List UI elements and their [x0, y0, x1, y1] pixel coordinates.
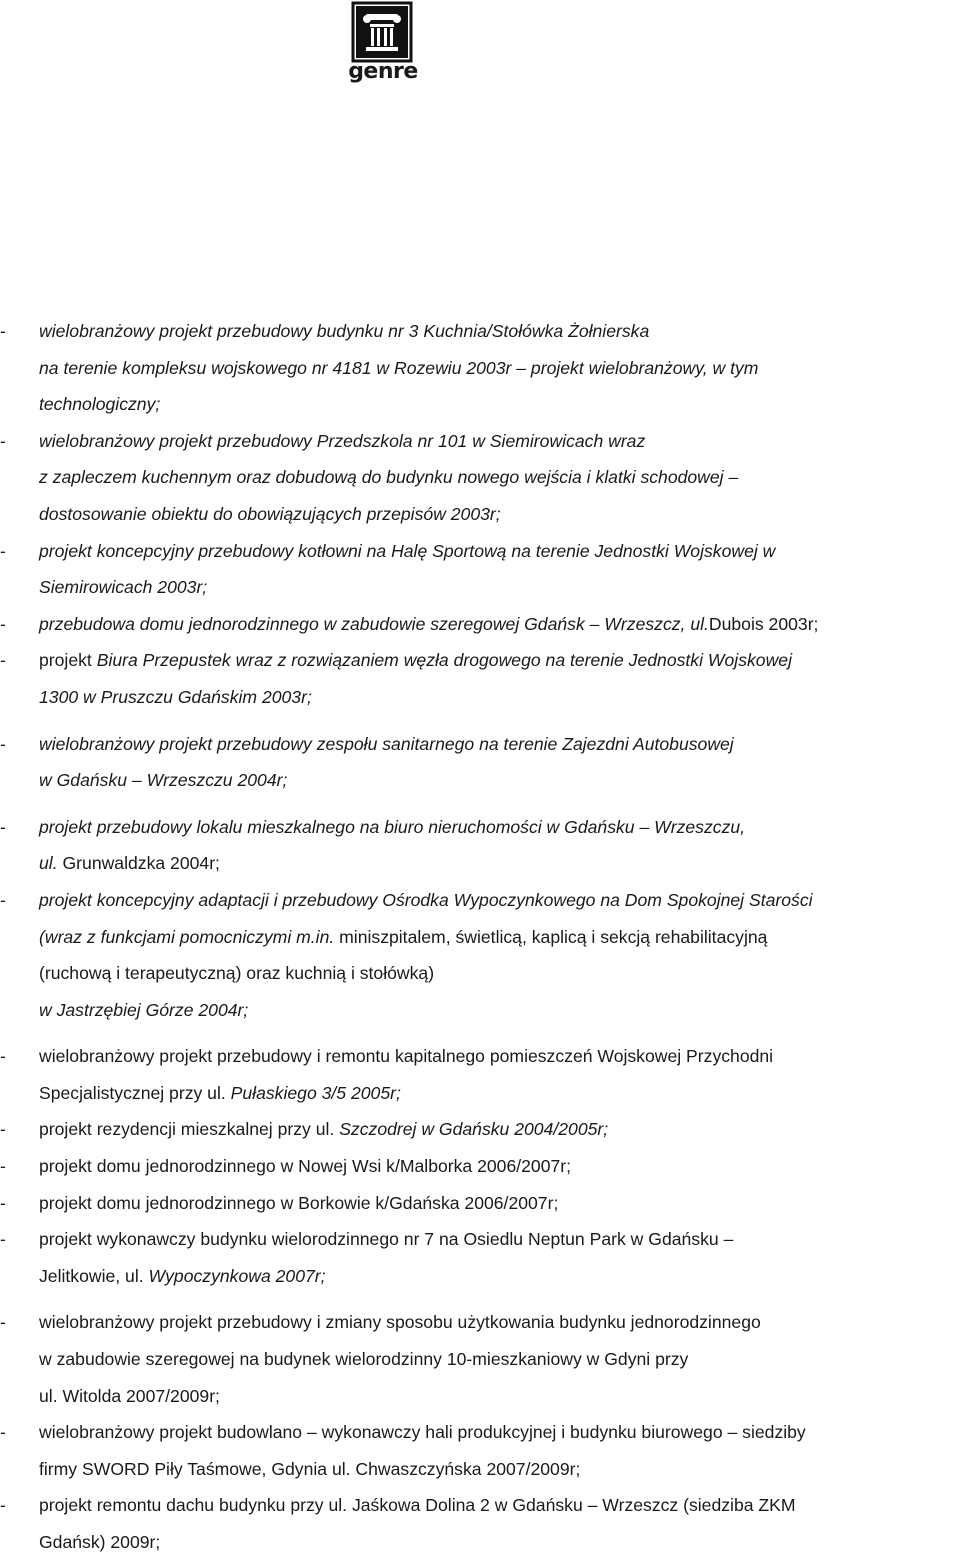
- item-text: projekt przebudowy lokalu mieszkalnego na biuro nieruchomości w Gdańsku – Wrzeszczu,: [39, 816, 746, 837]
- list-item: [0, 1038, 960, 1111]
- item-text: Wypoczynkowa 2007r;: [148, 1265, 326, 1286]
- bullet-dash: -: [0, 1495, 6, 1516]
- list-spacer: [0, 1028, 960, 1038]
- bullet-dash: -: [0, 1192, 6, 1213]
- item-line: [39, 882, 960, 919]
- bullet-dash: -: [0, 613, 6, 634]
- item-text: projekt koncepcyjny przebudowy kotłowni na Halę Sportową na terenie Jednostki Wojskowej w: [39, 540, 776, 561]
- item-text: projekt koncepcyjny adaptacji i przebudowy Ośrodka Wypoczynkowego na Dom Spokojnej Starości: [39, 889, 813, 910]
- item-line: [39, 955, 960, 992]
- item-text: projekt remontu dachu budynku przy ul. Jaśkowa Dolina 2 w Gdańsku – Wrzeszcz (siedziba ZKM: [39, 1495, 796, 1516]
- item-line: [39, 496, 960, 533]
- list-item: [0, 313, 960, 423]
- item-text: miniszpitalem, świetlicą, kaplicą i sekcją rehabilitacyjną: [339, 926, 768, 947]
- item-line: [39, 1487, 960, 1524]
- item-text: w Jastrzębiej Górze 2004r;: [39, 999, 249, 1020]
- bullet-dash: -: [0, 430, 6, 451]
- bullet-dash: -: [0, 1312, 6, 1333]
- item-text: ul. Witolda 2007/2009r;: [39, 1385, 220, 1406]
- item-text: (ruchową i terapeutyczną) oraz kuchnią i stołówką): [39, 963, 435, 984]
- list-item: [0, 423, 960, 533]
- item-text: Jelitkowie, ul.: [39, 1265, 149, 1286]
- item-line: [39, 350, 960, 387]
- item-text: Specjalistycznej przy ul.: [39, 1082, 231, 1103]
- item-text: na terenie kompleksu wojskowego nr 4181 w Rozewiu 2003r – projekt wielobranżowy, w tym: [39, 357, 759, 378]
- item-line: [39, 1111, 960, 1148]
- ionic-column-icon: [348, 0, 418, 66]
- list-spacer: [0, 799, 960, 809]
- item-text: projekt: [39, 650, 97, 671]
- item-line: [39, 1304, 960, 1341]
- bullet-dash: -: [0, 889, 6, 910]
- item-line: [39, 679, 960, 716]
- list-item: [0, 809, 960, 882]
- bullet-dash: -: [0, 1229, 6, 1250]
- item-line: [39, 1075, 960, 1112]
- bullet-dash: -: [0, 1119, 6, 1140]
- bullet-dash: -: [0, 321, 6, 341]
- item-line: [39, 919, 960, 956]
- item-text: ul.: [39, 853, 63, 874]
- bullet-dash: -: [0, 816, 6, 837]
- item-text: wielobranżowy projekt przebudowy Przedszkola nr 101 w Siemirowicach wraz: [39, 430, 646, 451]
- item-line: [39, 1524, 960, 1561]
- item-text: projekt wykonawczy budynku wielorodzinnego nr 7 na Osiedlu Neptun Park w Gdańsku –: [39, 1229, 734, 1250]
- item-line: [39, 992, 960, 1029]
- item-text: Dubois 2003r;: [708, 613, 819, 634]
- item-text: wielobranżowy projekt przebudowy budynku nr 3 Kuchnia/Stołówka Żołnierska: [39, 321, 650, 341]
- item-text: Pułaskiego 3/5 2005r;: [230, 1082, 401, 1103]
- item-text: (wraz z funkcjami pomocniczymi m.in.: [39, 926, 340, 947]
- list-item: [0, 1221, 960, 1294]
- item-line: [39, 1148, 960, 1185]
- item-line: [39, 1378, 960, 1415]
- item-line: [39, 1451, 960, 1488]
- item-line: [39, 762, 960, 799]
- item-text: projekt rezydencji mieszkalnej przy ul.: [39, 1119, 340, 1140]
- item-line: [39, 606, 960, 643]
- item-text: wielobranżowy projekt przebudowy i zmiany sposobu użytkowania budynku jednorodzinnego: [39, 1312, 761, 1333]
- list-item: [0, 1185, 960, 1222]
- bullet-dash: -: [0, 1156, 6, 1177]
- item-line: [39, 533, 960, 570]
- item-text: wielobranżowy projekt budowlano – wykonawczy hali produkcyjnej i budynku biurowego – siedziby: [39, 1422, 806, 1443]
- item-line: [39, 809, 960, 846]
- bullet-dash: -: [0, 540, 6, 561]
- list-item: [0, 1148, 960, 1185]
- project-list: [0, 313, 960, 1561]
- item-text: Grunwaldzka 2004r;: [62, 853, 220, 874]
- bullet-dash: -: [0, 1422, 6, 1443]
- item-line: [39, 569, 960, 606]
- list-spacer: [0, 716, 960, 726]
- bullet-dash: -: [0, 733, 6, 754]
- item-line: [39, 1341, 960, 1378]
- list-item: [0, 726, 960, 799]
- item-line: [39, 313, 960, 350]
- genre-logo: [348, 0, 418, 90]
- item-text: projekt domu jednorodzinnego w Borkowie k/Gdańska 2006/2007r;: [39, 1192, 559, 1213]
- list-item: [0, 642, 960, 715]
- item-text: 1300 w Pruszczu Gdańskim 2003r;: [39, 686, 312, 707]
- item-text: z zapleczem kuchennym oraz dobudową do budynku nowego wejścia i klatki schodowej –: [39, 467, 739, 488]
- item-text: Siemirowicach 2003r;: [39, 577, 208, 598]
- item-text: w Gdańsku – Wrzeszczu 2004r;: [39, 770, 288, 791]
- item-text: Gdańsk) 2009r;: [39, 1532, 161, 1552]
- item-text: projekt domu jednorodzinnego w Nowej Wsi k/Malborka 2006/2007r;: [39, 1156, 572, 1177]
- item-text: Szczodrej w Gdańsku 2004/2005r;: [339, 1119, 609, 1140]
- logo-text: genre: [348, 59, 418, 84]
- item-line: [39, 1185, 960, 1222]
- item-line: [39, 642, 960, 679]
- item-text: dostosowanie obiektu do obowiązujących przepisów 2003r;: [39, 503, 501, 524]
- list-item: [0, 882, 960, 1028]
- item-text: przebudowa domu jednorodzinnego w zabudowie szeregowej Gdańsk – Wrzeszcz, ul.: [39, 613, 709, 634]
- item-text: w zabudowie szeregowej na budynek wielorodzinny 10-mieszkaniowy w Gdyni przy: [39, 1349, 689, 1370]
- item-line: [39, 423, 960, 460]
- item-text: Biura Przepustek wraz z rozwiązaniem węzła drogowego na terenie Jednostki Wojskowej: [96, 650, 792, 671]
- item-line: [39, 845, 960, 882]
- item-text: wielobranżowy projekt przebudowy zespołu sanitarnego na terenie Zajezdni Autobusowej: [39, 733, 734, 754]
- list-item: [0, 1111, 960, 1148]
- list-spacer: [0, 1294, 960, 1304]
- list-item: [0, 1304, 960, 1414]
- item-line: [39, 1038, 960, 1075]
- list-item: [0, 1414, 960, 1487]
- bullet-dash: -: [0, 650, 6, 671]
- item-line: [39, 726, 960, 763]
- item-line: [39, 1221, 960, 1258]
- item-line: [39, 459, 960, 496]
- bullet-dash: -: [0, 1046, 6, 1067]
- list-item: [0, 606, 960, 643]
- list-item: [0, 533, 960, 606]
- list-item: [0, 1487, 960, 1560]
- item-text: firmy SWORD Piły Taśmowe, Gdynia ul. Chwaszczyńska 2007/2009r;: [39, 1458, 581, 1479]
- item-text: wielobranżowy projekt przebudowy i remontu kapitalnego pomieszczeń Wojskowej Przychodni: [39, 1046, 774, 1067]
- item-text: technologiczny;: [39, 394, 161, 415]
- item-line: [39, 1258, 960, 1295]
- item-line: [39, 1414, 960, 1451]
- item-line: [39, 386, 960, 423]
